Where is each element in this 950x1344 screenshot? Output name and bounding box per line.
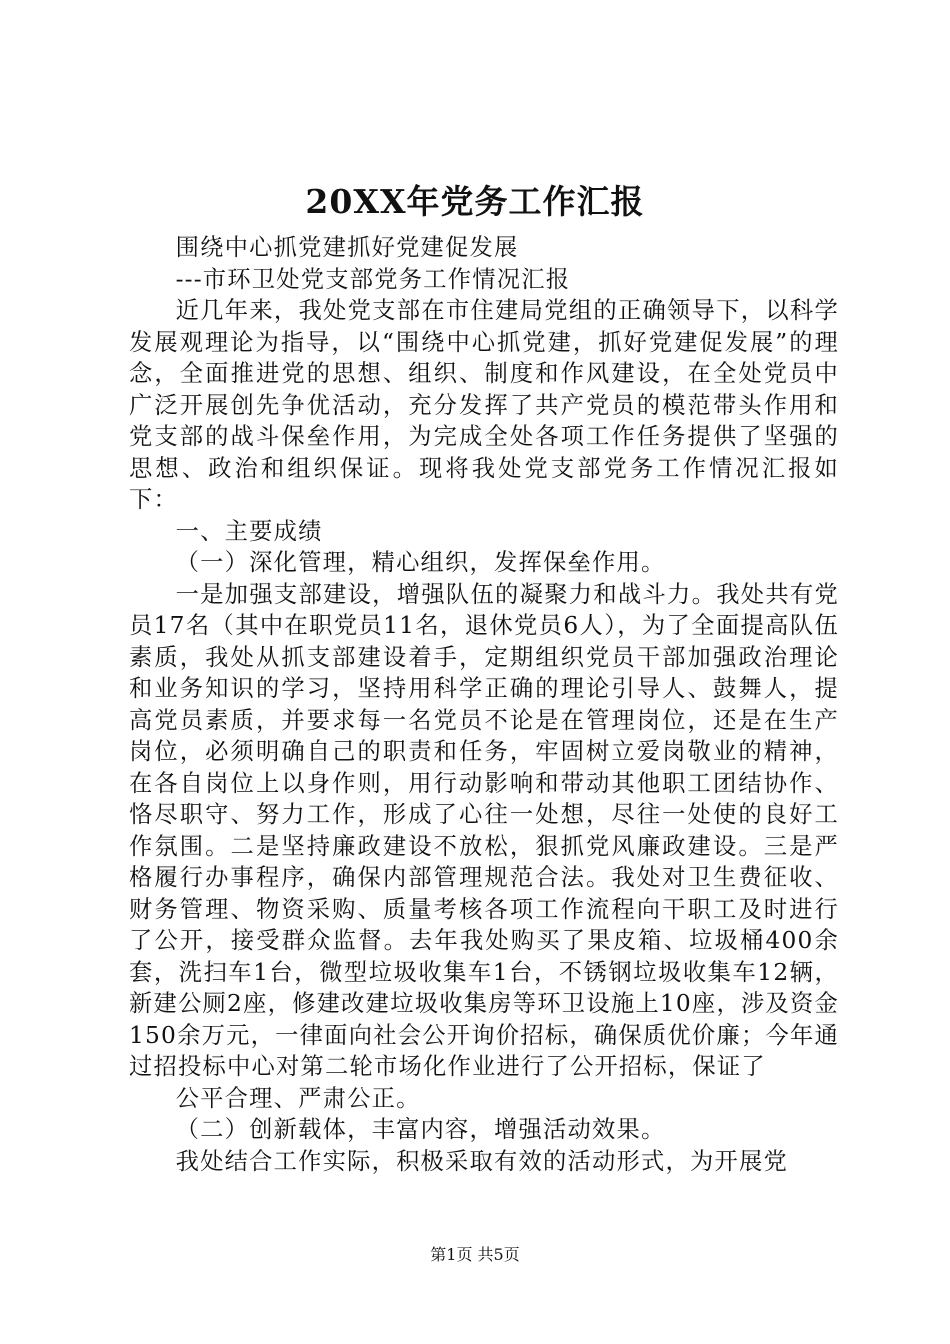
section-heading-main-achievements: 一、主要成绩 bbox=[175, 517, 323, 545]
intro-paragraph: 近几年来，我处党支部在市住建局党组的正确领导下，以科学发展观理论为指导，以“围绕中心抓党建，抓好党建促发展”的理念，全面推进党的思想、组织、制度和作风建设，在全处党员中广泛开展创先争优活动，充分发挥了共产党员的模范带头作用和党支部的战斗保垒作用，为完成全处各项工作任务提供了坚强的思想、政治和组织保证。现将我处党支部党务工作情况汇报如下： bbox=[129, 297, 839, 513]
body-paragraph: 一是加强支部建设，增强队伍的凝聚力和战斗力。我处共有党员17名（其中在职党员11名，退休党员6人），为了全面提高队伍素质，我处从抓支部建设着手，定期组织党员干部加强政治理论和业务知识的学习，坚持用科学正确的理论引导人、鼓舞人，提高党员素质，并要求每一名党员不论是在管理岗位，还是在生产岗位，必须明确自己的职责和任务，牢固树立爱岗敬业的精神，在各自岗位上以身作则，用行动影响和带动其他职工团结协作、恪尽职守、努力工作，形成了心往一处想，尽往一处使的良好工作氛围。二是坚持廉政建设不放松，狠抓党风廉政建设。三是严格履行办事程序，确保内部管理规范合法。我处对卫生费征收、财务管理、物资采购、质量考核各项工作流程向干职工及时进行了公开，接受群众监督。去年我处购买了果皮箱、垃圾桶400余套，洗扫车1台，微型垃圾收集车1台，不锈钢垃圾收集车12辆，新建公厕2座，修建改建垃圾收集房等环卫设施上10座，涉及资金150余万元，一律面向社会公开询价招标，确保质优价廉；今年通过招投标中心对第二轮市场化作业进行了公开招标，保证了 bbox=[129, 580, 839, 1080]
body-paragraph-continuation: 公平合理、严肃公正。 bbox=[175, 1084, 421, 1112]
subsection-heading-1: （一）深化管理，精心组织，发挥保垒作用。 bbox=[175, 549, 666, 576]
page-number-footer: 第1页 共5页 bbox=[430, 1245, 520, 1264]
subtitle-line: 围绕中心抓党建抓好党建促发展 bbox=[175, 234, 519, 261]
body-paragraph: 我处结合工作实际，积极采取有效的活动形式，为开展党 bbox=[175, 1147, 789, 1175]
subtitle-source-line: ---市环卫处党支部党务工作情况汇报 bbox=[175, 265, 571, 293]
document-body bbox=[129, 232, 839, 1177]
subsection-heading-2: （二）创新载体，丰富内容，增强活动效果。 bbox=[175, 1116, 666, 1143]
document-title: 20XX年党务工作汇报 bbox=[305, 182, 645, 221]
